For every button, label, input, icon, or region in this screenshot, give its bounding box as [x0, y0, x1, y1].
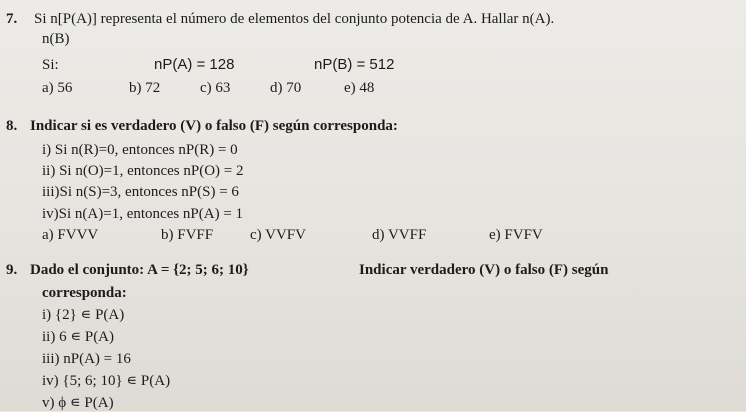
q7-number: 7.	[6, 11, 18, 27]
q9-item-ii: ii) 6 ∊ P(A)	[42, 329, 115, 345]
q9-item-v: v) ϕ ∊ P(A)	[42, 395, 114, 411]
q7-option-e: e) 48	[344, 80, 375, 96]
q7-option-b: b) 72	[129, 80, 161, 96]
q8-number: 8.	[6, 118, 18, 134]
q7-given-a: nP(A) = 128	[154, 56, 235, 73]
q8-option-e: e) FVFV	[489, 227, 543, 243]
q8-option-d: d) VVFF	[372, 227, 427, 243]
q7-option-a: a) 56	[42, 80, 73, 96]
q8-option-b: b) FVFF	[161, 227, 214, 243]
q8-option-a: a) FVVV	[42, 227, 99, 243]
q7-given-b: nP(B) = 512	[314, 56, 395, 73]
q8-item-ii: ii) Si n(O)=1, entonces nP(O) = 2	[42, 163, 244, 179]
q9-item-iii: iii) nP(A) = 16	[42, 351, 131, 367]
q9-statement-cont: corresponda:	[42, 285, 127, 301]
q8-option-c: c) VVFV	[250, 227, 306, 243]
q7-si-label: Si:	[42, 57, 59, 73]
q9-statement-instruction: Indicar verdadero (V) o falso (F) según	[359, 262, 609, 278]
q8-statement: Indicar si es verdadero (V) o falso (F) según corresponda:	[30, 118, 398, 134]
q9-item-i: i) {2} ∊ P(A)	[42, 307, 125, 323]
q7-option-d: d) 70	[270, 80, 302, 96]
q7-statement-cont: n(B)	[42, 31, 70, 47]
q7-option-c: c) 63	[200, 80, 231, 96]
q8-item-i: i) Si n(R)=0, entonces nP(R) = 0	[42, 142, 238, 158]
q9-number: 9.	[6, 262, 18, 278]
q8-item-iii: iii)Si n(S)=3, entonces nP(S) = 6	[42, 184, 239, 200]
q9-statement-set: Dado el conjunto: A = {2; 5; 6; 10}	[30, 262, 249, 278]
q8-item-iv: iv)Si n(A)=1, entonces nP(A) = 1	[42, 206, 244, 222]
q7-statement: Si n[P(A)] representa el número de elementos del conjunto potencia de A. Hallar n(A).	[34, 11, 555, 27]
q9-item-iv: iv) {5; 6; 10} ∊ P(A)	[42, 373, 171, 389]
